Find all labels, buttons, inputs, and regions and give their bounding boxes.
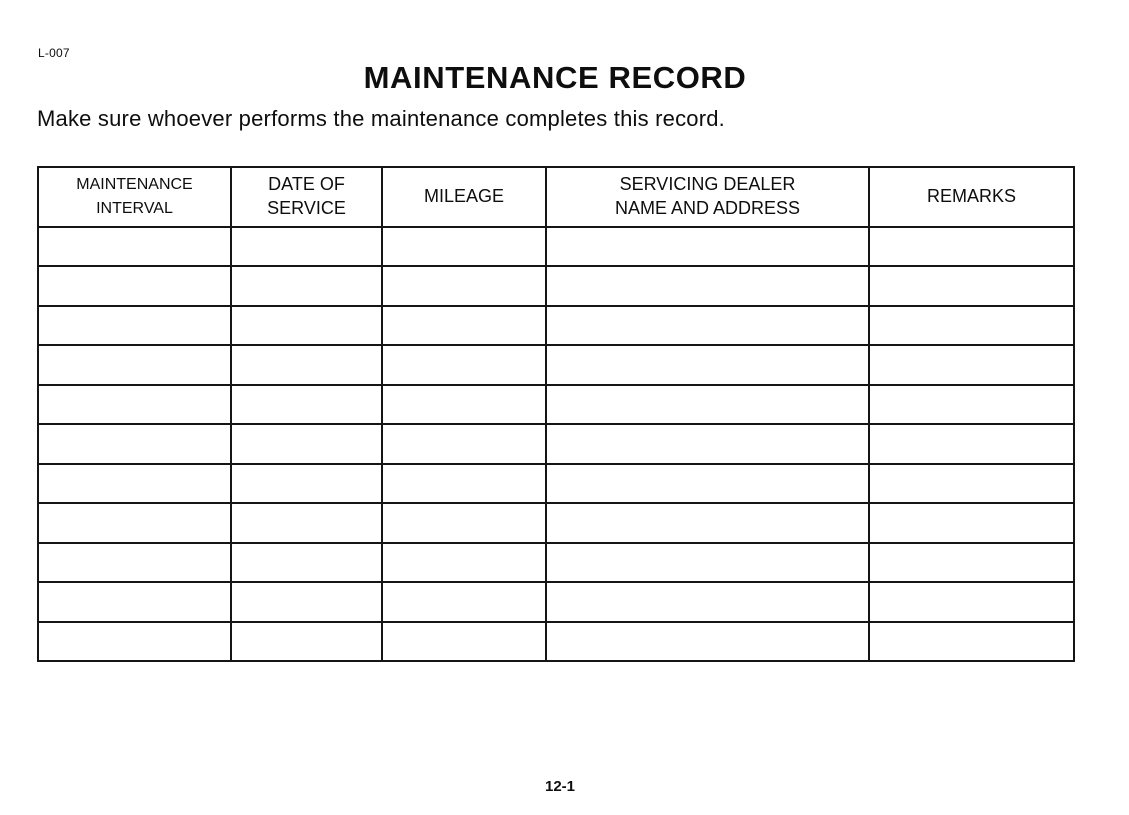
cell-remarks[interactable] (869, 266, 1074, 305)
cell-date-of-service[interactable] (231, 424, 382, 463)
document-code: L-007 (38, 46, 70, 60)
column-header-remarks (869, 167, 1074, 227)
cell-mileage[interactable] (382, 227, 546, 266)
cell-date-of-service[interactable] (231, 306, 382, 345)
table-body (38, 227, 1074, 661)
column-header-label: DATE OF SERVICE (267, 174, 346, 218)
maintenance-record-table (37, 166, 1075, 662)
cell-servicing-dealer[interactable] (546, 622, 869, 661)
cell-mileage[interactable] (382, 266, 546, 305)
cell-maintenance-interval[interactable] (38, 266, 231, 305)
cell-date-of-service[interactable] (231, 385, 382, 424)
table-row (38, 227, 1074, 266)
cell-maintenance-interval[interactable] (38, 424, 231, 463)
cell-servicing-dealer[interactable] (546, 464, 869, 503)
page-title: MAINTENANCE RECORD (363, 60, 747, 95)
table-row (38, 385, 1074, 424)
cell-remarks[interactable] (869, 424, 1074, 463)
cell-remarks[interactable] (869, 345, 1074, 384)
cell-remarks[interactable] (869, 543, 1074, 582)
column-header-label: REMARKS (926, 186, 1016, 206)
cell-maintenance-interval[interactable] (38, 385, 231, 424)
cell-servicing-dealer[interactable] (546, 227, 869, 266)
cell-servicing-dealer[interactable] (546, 503, 869, 542)
cell-servicing-dealer[interactable] (546, 345, 869, 384)
cell-date-of-service[interactable] (231, 464, 382, 503)
cell-mileage[interactable] (382, 424, 546, 463)
cell-maintenance-interval[interactable] (38, 622, 231, 661)
cell-mileage[interactable] (382, 622, 546, 661)
cell-remarks[interactable] (869, 227, 1074, 266)
table-row (38, 503, 1074, 542)
cell-maintenance-interval[interactable] (38, 345, 231, 384)
instruction-text: Make sure whoever performs the maintenance completes this record. (37, 106, 725, 131)
column-header-date-of-service (231, 167, 382, 227)
table-row (38, 582, 1074, 621)
cell-date-of-service[interactable] (231, 345, 382, 384)
column-header-label: MAINTENANCE INTERVAL (76, 176, 193, 217)
table-row (38, 345, 1074, 384)
column-header-mileage (382, 167, 546, 227)
cell-remarks[interactable] (869, 464, 1074, 503)
cell-mileage[interactable] (382, 306, 546, 345)
cell-maintenance-interval[interactable] (38, 306, 231, 345)
cell-mileage[interactable] (382, 464, 546, 503)
cell-date-of-service[interactable] (231, 503, 382, 542)
column-header-servicing-dealer (546, 167, 869, 227)
cell-servicing-dealer[interactable] (546, 306, 869, 345)
cell-date-of-service[interactable] (231, 266, 382, 305)
cell-servicing-dealer[interactable] (546, 424, 869, 463)
table-row (38, 266, 1074, 305)
cell-remarks[interactable] (869, 582, 1074, 621)
column-header-label: MILEAGE (423, 186, 505, 206)
cell-maintenance-interval[interactable] (38, 227, 231, 266)
cell-maintenance-interval[interactable] (38, 503, 231, 542)
cell-date-of-service[interactable] (231, 582, 382, 621)
cell-remarks[interactable] (869, 306, 1074, 345)
table-row (38, 622, 1074, 661)
cell-date-of-service[interactable] (231, 227, 382, 266)
cell-remarks[interactable] (869, 385, 1074, 424)
table-row (38, 464, 1074, 503)
table-row (38, 306, 1074, 345)
cell-mileage[interactable] (382, 543, 546, 582)
cell-maintenance-interval[interactable] (38, 543, 231, 582)
cell-mileage[interactable] (382, 503, 546, 542)
cell-date-of-service[interactable] (231, 543, 382, 582)
page-number: 12-1 (544, 778, 576, 795)
cell-mileage[interactable] (382, 345, 546, 384)
column-header-label: SERVICING DEALER NAME AND ADDRESS (614, 174, 801, 218)
column-header-maintenance-interval (38, 167, 231, 227)
cell-date-of-service[interactable] (231, 622, 382, 661)
table-row (38, 543, 1074, 582)
cell-maintenance-interval[interactable] (38, 582, 231, 621)
cell-mileage[interactable] (382, 582, 546, 621)
cell-servicing-dealer[interactable] (546, 543, 869, 582)
cell-servicing-dealer[interactable] (546, 582, 869, 621)
table-row (38, 424, 1074, 463)
cell-remarks[interactable] (869, 622, 1074, 661)
table-header-row (38, 167, 1074, 227)
cell-servicing-dealer[interactable] (546, 266, 869, 305)
cell-servicing-dealer[interactable] (546, 385, 869, 424)
cell-maintenance-interval[interactable] (38, 464, 231, 503)
cell-mileage[interactable] (382, 385, 546, 424)
cell-remarks[interactable] (869, 503, 1074, 542)
